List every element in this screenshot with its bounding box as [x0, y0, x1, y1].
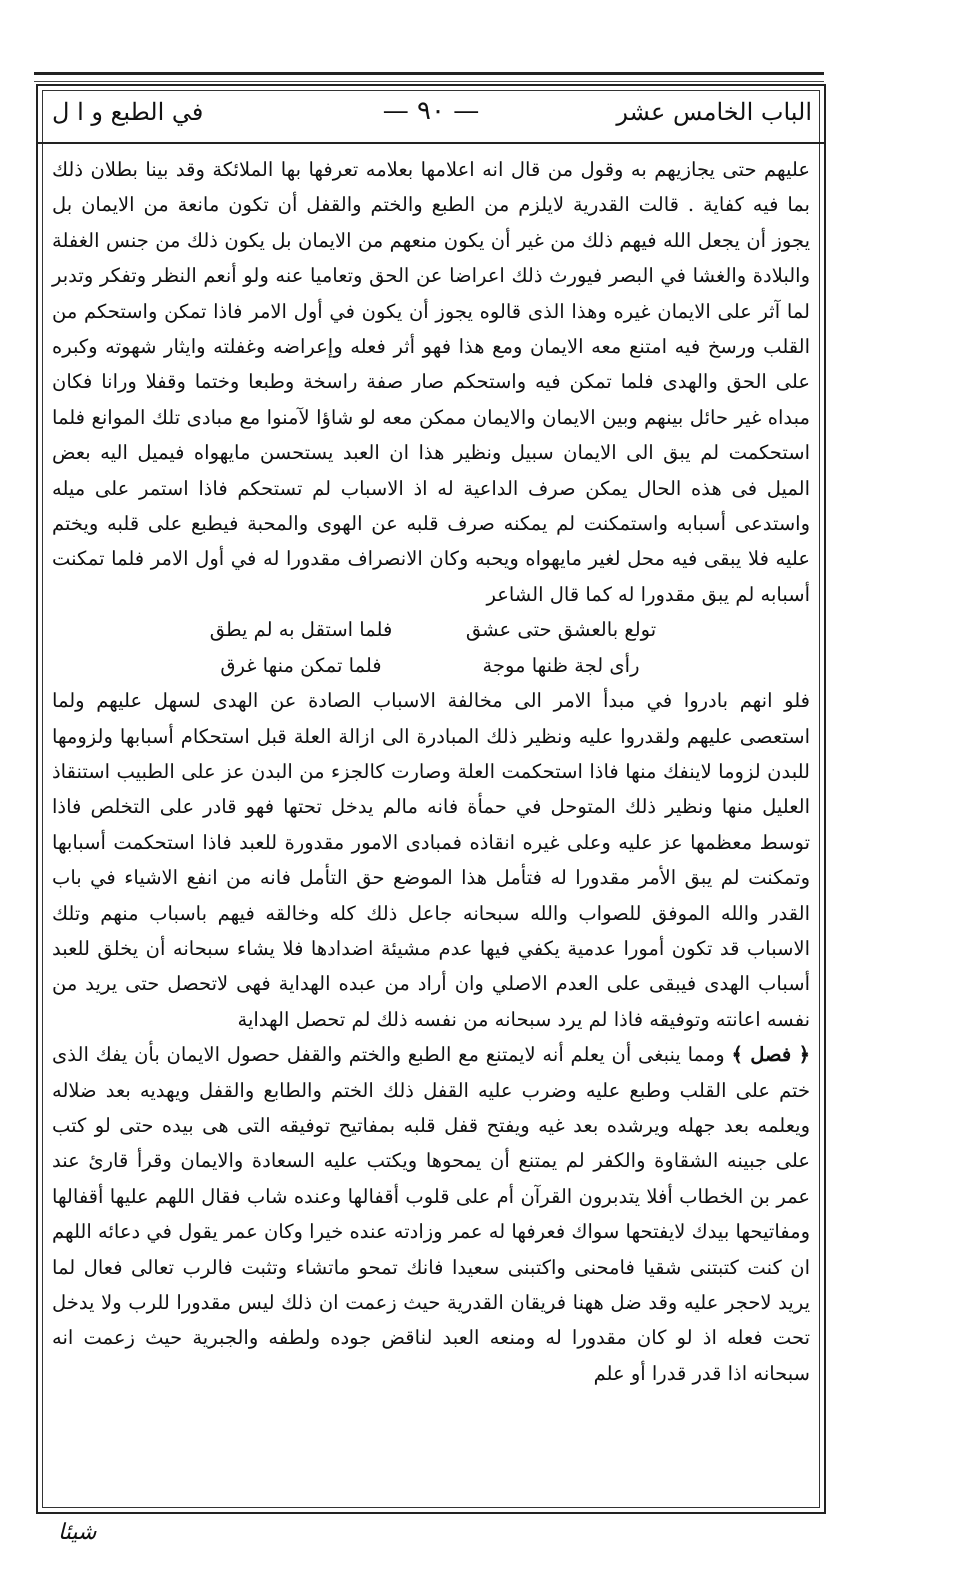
verse-1-hemistich-b: فلما استقل به لم يطق	[209, 618, 393, 642]
paragraph-3	[52, 1037, 810, 1391]
top-border-rule	[34, 72, 824, 82]
verse-2-hemistich-a: رأى لجة ظنها موجة	[482, 653, 640, 677]
page-frame	[36, 84, 826, 1514]
paragraph-2: فلو انهم بادروا في مبدأ الامر الى مخالفة الاسباب الصادة عن الهدى لسهل عليهم ولما استعصى عليهم ولقدروا عليه ونظير ذلك المبادرة الى ازالة العلة قبل استحكام أسبابها ولزومها للبدن لزوما لاينفك منها فاذا استحكمت العلة وصارت كالجزء من البدن عز على الطبيب استنقاذ العليل منها ونظير ذلك المتوحل في حمأة فانه مالم يدخل تحتها فهو قادر على التخلص فاذا توسط معظمها عز عليه وعلى غيره انقاذه فمبادى الامور مقدورة للعبد فاذا استحكمت أسبابها وتمكنت لم يبق الأمر مقدورا له فتأمل هذا الموضع حق التأمل فانه من انفع الاشياء في باب القدر والله الموفق للصواب والله سبحانه جاعل ذلك كله وخالقه فيهم باسباب منهم وتلك الاسباب قد تكون أمورا عدمية يكفي فيها عدم مشيئة اضدادها فلا يشاء سبحانه أن يخلق للعبد أسباب الهدى فيبقى على العدم الاصلي وان أراد من عبده الهداية فهى لاتحصل حتى يريد من نفسه اعانته وتوفيقه فاذا لم يرد سبحانه من نفسه ذلك لم تحصل الهداية	[52, 689, 810, 1031]
verse-2-hemistich-b: فلما تمكن منها غرق	[220, 653, 382, 677]
chapter-title: الباب الخامس عشر	[616, 98, 812, 126]
verse-line-1	[52, 612, 810, 647]
page-number: — ٩٠ —	[382, 96, 480, 126]
section-heading: ﴿ فصل ﴾	[731, 1043, 811, 1067]
running-header	[38, 86, 824, 144]
verse-1-hemistich-a: تولع بالعشق حتى عشق	[465, 618, 657, 642]
verse-line-2	[52, 648, 810, 683]
main-text	[52, 152, 810, 1500]
paragraph-1: عليهم حتى يجازيهم به وقول من قال انه اعلامها بعلامه تعرفها بها الملائكة وقد بينا بطلان ذلك بما فيه كفاية . قالت القدرية لايلزم من الطبع والختم والقفل أن تكون مانعة من الايمان بل يجوز أن يجعل الله فيهم ذلك من غير أن يكون منعهم من الايمان بل يكون ذلك من جنس الغفلة والبلادة والغشا في البصر فيورث ذلك اعراضا عن الحق وتعاميا عنه ولو أنعم النظر وتفكر وتدبر لما آثر على الايمان غيره وهذا الذى قالوه يجوز أن يكون في أول الامر فاذا تمكن واستحكم من القلب ورسخ فيه امتنع معه الايمان ومع هذا فهو أثر فعله وإعراضه وغفلته وايثار شهوته وكبره على الحق والهدى فلما تمكن فيه واستحكم صار صفة راسخة وطبعا وختما وقفلا ورانا فكان مبداه غير حائل بينهم وبين الايمان والايمان ممكن معه لو شاؤا لآمنوا مع مبادى تلك الموانع فلما استحكمت لم يبق الى الايمان سبيل ونظير هذا ان العبد يستحسن مايهواه فيميل اليه بعض الميل فى هذه الحال يمكن صرف الداعية له اذ الاسباب لم تستحكم فاذا استمر على ميله واستدعى أسبابه واستمكنت لم يمكنه صرف قلبه عن الهوى والمحبة فيطبع على قلبه ويختم عليه فلا يبقى فيه محل لغير مايهواه ويحبه وكان الانصراف مقدورا له في أول الامر فلما تمكنت أسبابه لم يبق مقدورا له كما قال الشاعر	[52, 158, 810, 606]
edition-note: في الطبع و ا ل	[52, 98, 204, 126]
catchword: شيئا	[58, 1520, 97, 1545]
paragraph-3-text: ومما ينبغى أن يعلم أنه لايمتنع مع الطبع والختم والقفل حصول الايمان بأن يفك الذى ختم على القلب وطبع عليه وضرب عليه القفل ذلك الختم والطابع والقفل ويهديه بعد ضلاله ويعلمه بعد جهله ويرشده بعد غيه ويفتح قفل قلبه بمفاتيح توفيقه التى هى بيده حتى لو كتب على جبينه الشقاوة والكفر لم يمتنع أن يمحوها ويكتب عليه السعادة والايمان وقرأ قارئ عند عمر بن الخطاب أفلا يتدبرون القرآن أم على قلوب أقفالها وعنده شاب فقال اللهم عليها أقفالها ومفاتيحها بيدك لايفتحها سواك فعرفها له عمر وزادته عنده خيرا وكان عمر يقول في دعائه اللهم ان كنت كتبتنى شقيا فامحنى واكتبنى سعيدا فانك تمحو ماتشاء وتثبت فالرب تعالى فعال لما يريد لاحجر عليه وقد ضل ههنا فريقان القدرية حيث زعمت ان ذلك ليس مقدورا للرب ولا يدخل تحت فعله اذ لو كان مقدورا له ومنعه العبد لناقض جوده ولطفه والجبرية حيث زعمت انه سبحانه اذا قدر قدرا أو علم	[52, 1043, 810, 1385]
